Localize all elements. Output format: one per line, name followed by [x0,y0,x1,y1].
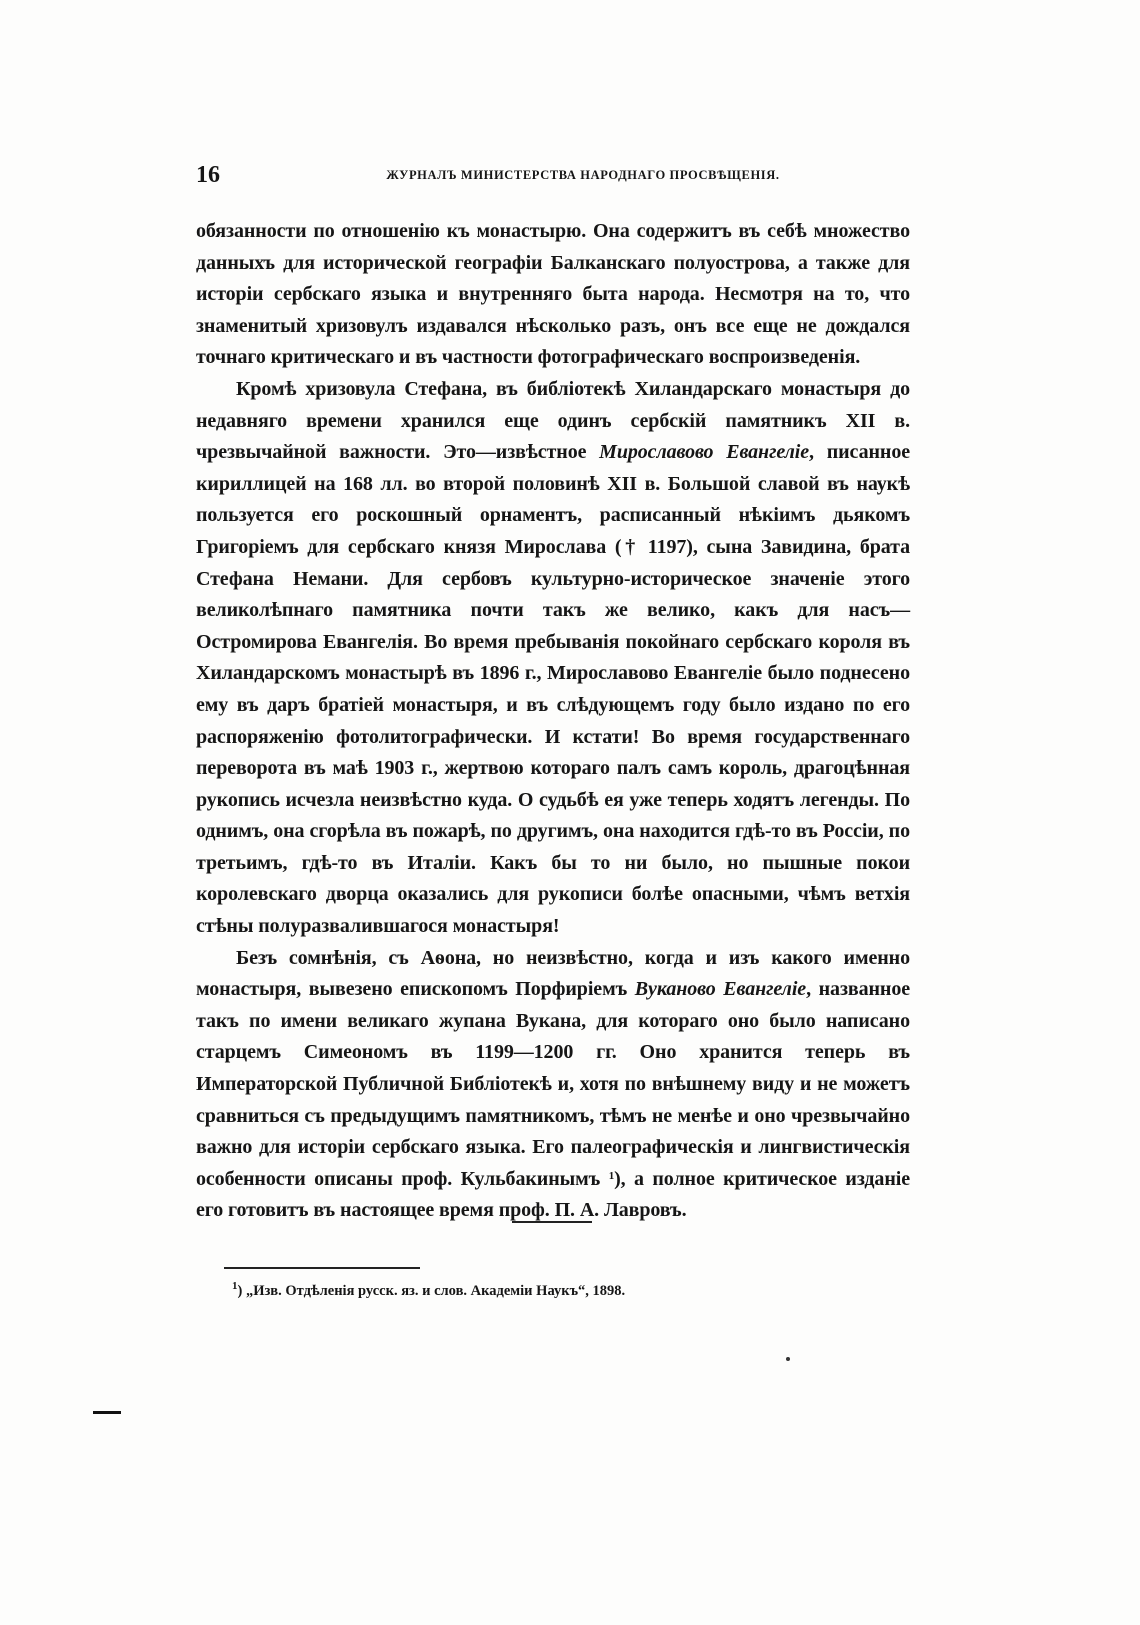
italic-title: Мирославово Евангеліе [599,441,810,464]
text-segment: ), а полное критическое изданіе его готовитъ въ настоящее время проф. П. А. Лавровъ. [196,1167,910,1222]
scan-speck [786,1357,790,1361]
footnote-text: ) „Изв. Отдѣленія русск. яз. и слов. Академіи Наукъ“, 1898. [237,1283,626,1299]
paragraph-p1 [196,216,910,374]
body-text [196,216,910,1227]
text-segment: Безъ сомнѣнія, съ Аѳона, но неизвѣстно, когда и изъ какого именно монастыря, вывезено епископомъ Порфиріемъ [196,946,910,1001]
footnote-marker: 1 [232,1280,238,1292]
page-header [196,160,910,190]
page-number: 16 [196,162,220,188]
footnote-separator [224,1267,420,1269]
text-segment: обязанности по отношенію къ монастырю. Она содержитъ въ себѣ множество данныхъ для исторической географіи Балканскаго полуострова, а также для исторіи сербскаго языка и внутренняго быта народа. Несмотря на то, что знаменитый хризовулъ издавался нѣсколько разъ, онъ все еще не дождался точнаго критическаго и въ частности фотографическаго воспроизведенія. [196,220,910,369]
running-title: ЖУРНАЛЪ МИНИСТЕРСТВА НАРОДНАГО ПРОСВѢЩЕНІЯ. [386,168,780,182]
footnote [232,1280,912,1302]
paragraph-p2 [196,374,910,943]
text-segment: , писанное кириллицей на 168 лл. во второй половинѣ XII в. Большой славой въ наукѣ пользуется его роскошный орнаментъ, расписанный нѣкіимъ дьякомъ Григоріемъ для сербскаго князя Мирослава († 1197), сына Завидина, брата Стефана Немани. Для сербовъ культурно-историческое значеніе этого великолѣпнаго памятника почти такъ же велико, какъ для насъ—Остромирова Евангелія. Во время пребыванія покойнаго сербскаго короля въ Хиландарскомъ монастырѣ въ 1896 г., Мирославово Евангеліе было поднесено ему въ даръ братіей монастыря, и въ слѣдующемъ году было издано по его распоряженію фотолитографически. И кстати! Во время государственнаго переворота въ маѣ 1903 г., жертвою котораго палъ самъ король, драгоцѣнная рукопись исчезла неизвѣстно куда. О судьбѣ ея уже теперь ходятъ легенды. По однимъ, она сгорѣла въ пожарѣ, по другимъ, она находится гдѣ-то въ Россіи, по третьимъ, гдѣ-то въ Италіи. Какъ бы то ни было, но пышные покои королевскаго дворца оказались для рукописи болѣе опасными, чѣмъ ветхія стѣны полуразвалившагося монастыря! [196,441,910,938]
italic-title: Вуканово Евангеліе [634,978,807,1001]
margin-mark [93,1411,121,1414]
footnote-reference: 1 [608,1169,615,1182]
paragraph-p3 [196,943,910,1227]
text-segment: Кромѣ хризовула Стефана, въ библіотекѣ Хиландарскаго монастыря до недавняго времени хранился еще одинъ сербскій памятникъ XII в. чрезвычайной важности. Это—извѣстное [196,377,910,464]
text-segment: , названное такъ по имени великаго жупана Вукана, для котораго оно было написано старцемъ Симеономъ въ 1199—1200 гг. Оно хранится теперь въ Императорской Публичной Библіотекѣ и, хотя по внѣшнему виду и не можетъ сравниться съ предыдущимъ памятникомъ, тѣмъ не менѣе и оно чрезвычайно важно для исторіи сербскаго языка. Его палеографическія и лингвистическія особенности описаны проф. Кульбакинымъ [196,978,911,1190]
section-end-rule [512,1221,592,1223]
